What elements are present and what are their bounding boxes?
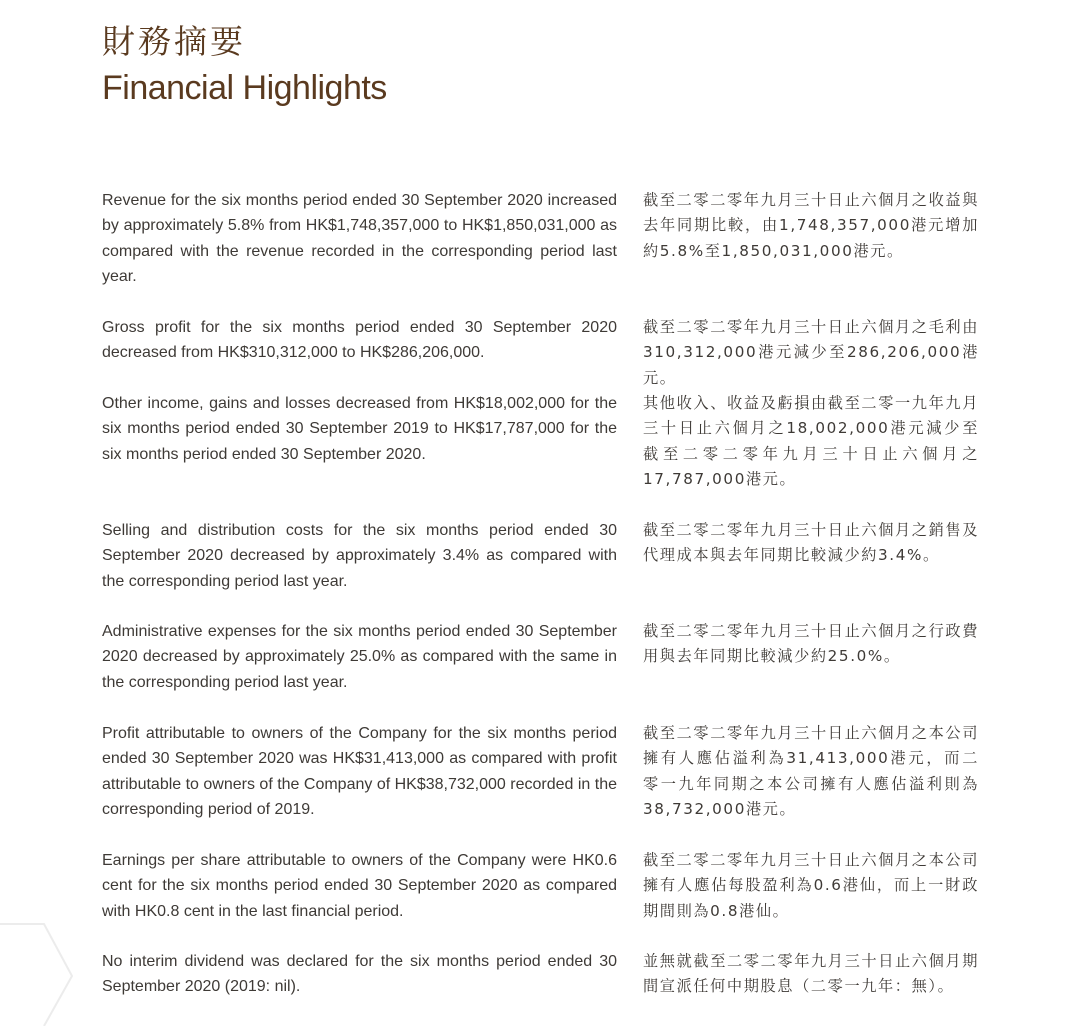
- paragraph-gross-profit-en: Gross profit for the six months period ended 30 September 2020 decreased from HK$310,312,000 to HK$286,206,000.: [102, 319, 617, 362]
- page-title-english: Financial Highlights: [102, 69, 387, 107]
- paragraph-selling-costs-en: Selling and distribution costs for the six months period ended 30 September 2020 decreased by approximately 3.4% as compared with the corresponding period last year.: [102, 522, 617, 590]
- paragraph-admin-expenses-en: Administrative expenses for the six months period ended 30 September 2020 decreased by approximately 25.0% as compared with the same in the corresponding period last year.: [102, 623, 617, 691]
- paragraph-other-income-zh: 其他收入、收益及虧損由截至二零一九年九月三十日止六個月之18,002,000港元減少至截至二零二零年九月三十日止六個月之17,787,000港元。: [643, 394, 979, 489]
- paragraph-revenue-zh: 截至二零二零年九月三十日止六個月之收益與去年同期比較，由1,748,357,000港元增加約5.8%至1,850,031,000港元。: [643, 191, 979, 260]
- paragraph-gross-profit-zh: 截至二零二零年九月三十日止六個月之毛利由310,312,000港元減少至286,206,000港元。: [643, 318, 979, 387]
- paragraph-dividend-zh: 並無就截至二零二零年九月三十日止六個月期間宣派任何中期股息（二零一九年：無）。: [643, 952, 979, 996]
- paragraph-selling-costs-zh: 截至二零二零年九月三十日止六個月之銷售及代理成本與去年同期比較減少約3.4%。: [643, 521, 979, 565]
- paragraph-other-income-en: Other income, gains and losses decreased from HK$18,002,000 for the six months period ended 30 September 2019 to HK$17,787,000 for the six months period ended 30 September 2020.: [102, 395, 617, 463]
- paragraph-dividend-en: No interim dividend was declared for the six months period ended 30 September 2020 (2019: nil).: [102, 953, 617, 996]
- paragraph-eps-en: Earnings per share attributable to owners of the Company were HK0.6 cent for the six months period ended 30 September 2020 as compared with HK0.8 cent in the last financial period.: [102, 852, 617, 920]
- paragraph-admin-expenses-zh: 截至二零二零年九月三十日止六個月之行政費用與去年同期比較減少約25.0%。: [643, 622, 979, 666]
- paragraph-revenue-en: Revenue for the six months period ended 30 September 2020 increased by approximately 5.8% from HK$1,748,357,000 to HK$1,850,031,000 as compared with the revenue recorded in the corresponding period last year.: [102, 192, 617, 286]
- paragraph-eps-zh: 截至二零二零年九月三十日止六個月之本公司擁有人應佔每股盈利為0.6港仙，而上一財政期間則為0.8港仙。: [643, 851, 979, 920]
- decorative-chevron-shape: [0, 918, 80, 1026]
- paragraph-profit-en: Profit attributable to owners of the Company for the six months period ended 30 September 2020 was HK$31,413,000 as compared with profit attributable to owners of the Company of HK$38,732,000 recorded in the corresponding period of 2019.: [102, 725, 617, 819]
- page-title-chinese: 財務摘要: [102, 22, 246, 61]
- paragraph-profit-zh: 截至二零二零年九月三十日止六個月之本公司擁有人應佔溢利為31,413,000港元，而二零一九年同期之本公司擁有人應佔溢利則為38,732,000港元。: [643, 724, 979, 819]
